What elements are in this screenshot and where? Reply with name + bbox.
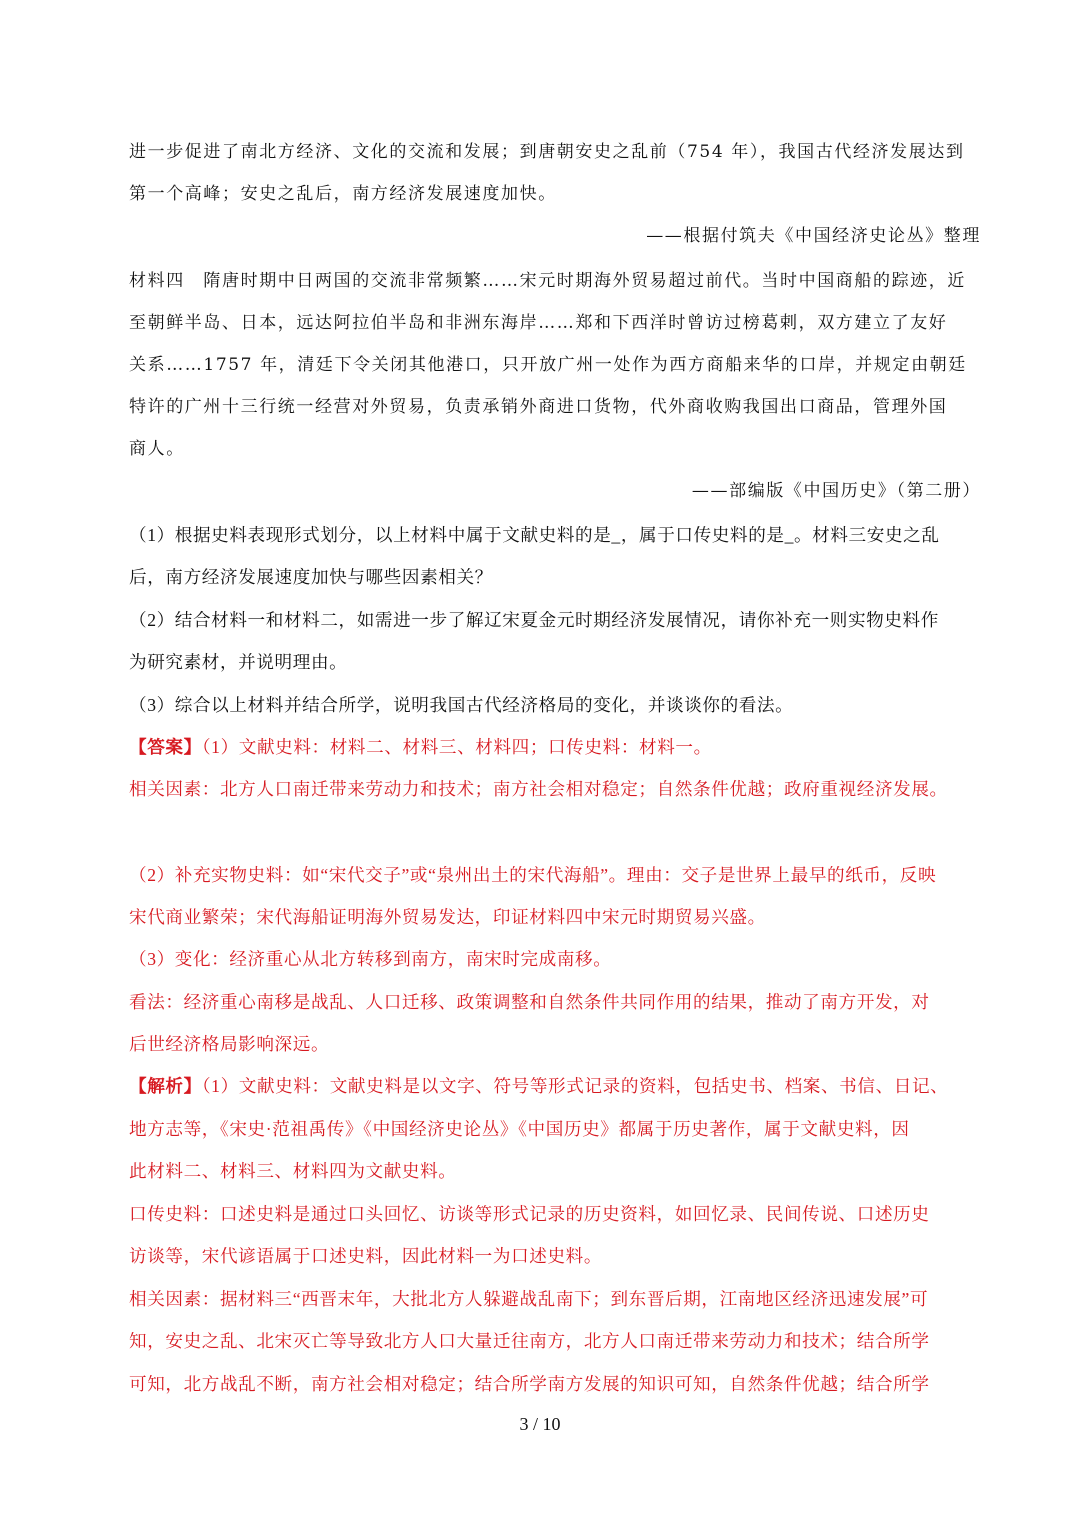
page-number: 3 / 10 <box>519 1414 561 1434</box>
material-four-line: 至朝鲜半岛、日本，远达阿拉伯半岛和非洲东海岸……郑和下西洋时曾访过榜葛剌，双方建立了友好 <box>129 313 948 333</box>
material-four-source: ——部编版《中国历史》（第二册） <box>691 481 981 501</box>
questions-section <box>129 521 989 721</box>
question-two-line: 为研究素材，并说明理由。 <box>129 652 348 672</box>
material-four-text <box>129 267 981 517</box>
answer-line: 看法：经济重心南移是战乱、人口迁移、政策调整和自然条件共同作用的结果，推动了南方开发，对 <box>129 992 930 1012</box>
answer-section <box>129 733 989 1063</box>
answer-one-text: （1）文献史料：材料二、材料三、材料四；口传史料：材料一。 <box>201 737 712 757</box>
material-three-line: 进一步促进了南北方经济、文化的交流和发展；到唐朝安史之乱前（754 年），我国古代经济发展达到 <box>129 142 965 162</box>
question-three-line: （3）综合以上材料并结合所学，说明我国古代经济格局的变化，并谈谈你的看法。 <box>129 695 794 715</box>
material-four-line: 商人。 <box>129 439 185 459</box>
answer-line: 相关因素：北方人口南迁带来劳动力和技术；南方社会相对稳定；自然条件优越；政府重视经济发展。 <box>129 779 948 799</box>
answer-line: 宋代商业繁荣；宋代海船证明海外贸易发达，印证材料四中宋元时期贸易兴盛。 <box>129 907 766 927</box>
answer-line: 后世经济格局影响深远。 <box>129 1034 330 1054</box>
question-one-line: （1）根据史料表现形式划分，以上材料中属于文献史料的是_，属于口传史料的是_。材料三安史之乱 <box>129 525 940 545</box>
material-four-line: 材料四 隋唐时期中日两国的交流非常频繁……宋元时期海外贸易超过前代。当时中国商船的踪迹，近 <box>129 271 966 291</box>
material-three-source: ——根据付筑夫《中国经济史论丛》整理 <box>646 226 981 246</box>
material-three-line: 第一个高峰；安史之乱后，南方经济发展速度加快。 <box>129 184 557 204</box>
analysis-one-text: （1）文献史料：文献史料是以文字、符号等形式记录的资料，包括史书、档案、书信、日记、 <box>201 1076 949 1096</box>
analysis-line: 口传史料：口述史料是通过口头回忆、访谈等形式记录的历史资料，如回忆录、民间传说、口述历史 <box>129 1204 930 1224</box>
analysis-line: 可知，北方战乱不断，南方社会相对稳定；结合所学南方发展的知识可知，自然条件优越；结合所学 <box>129 1374 930 1394</box>
analysis-line <box>129 1072 948 1100</box>
answer-line <box>129 733 712 761</box>
analysis-section <box>129 1072 989 1402</box>
material-four-line: 特许的广州十三行统一经营对外贸易，负责承销外商进口货物，代外商收购我国出口商品，管理外国 <box>129 397 948 417</box>
material-three-text <box>129 138 981 258</box>
analysis-line: 相关因素：据材料三“西晋末年，大批北方人躲避战乱南下；到东晋后期，江南地区经济迅速发展”可 <box>129 1289 929 1309</box>
analysis-line: 此材料二、材料三、材料四为文献史料。 <box>129 1161 457 1181</box>
answer-tag: 【答案】 <box>129 737 202 757</box>
question-two-line: （2）结合材料一和材料二，如需进一步了解辽宋夏金元时期经济发展情况，请你补充一则实物史料作 <box>129 610 939 630</box>
analysis-line: 访谈等，宋代谚语属于口述史料，因此材料一为口述史料。 <box>129 1246 603 1266</box>
analysis-line: 知，安史之乱、北宋灭亡等导致北方人口大量迁往南方，北方人口南迁带来劳动力和技术；结合所学 <box>129 1331 930 1351</box>
material-four-line: 关系……1757 年，清廷下令关闭其他港口，只开放广州一处作为西方商船来华的口岸，并规定由朝廷 <box>129 355 967 375</box>
analysis-tag: 【解析】 <box>129 1076 202 1096</box>
question-one-line: 后，南方经济发展速度加快与哪些因素相关？ <box>129 567 493 587</box>
answer-line: （2）补充实物史料：如“宋代交子”或“泉州出土的宋代海船”。理由：交子是世界上最早的纸币，反映 <box>129 865 937 885</box>
answer-line: （3）变化：经济重心从北方转移到南方，南宋时完成南移。 <box>129 949 612 969</box>
analysis-line: 地方志等，《宋史·范祖禹传》《中国经济史论丛》《中国历史》都属于历史著作，属于文献史料，因 <box>129 1119 910 1139</box>
